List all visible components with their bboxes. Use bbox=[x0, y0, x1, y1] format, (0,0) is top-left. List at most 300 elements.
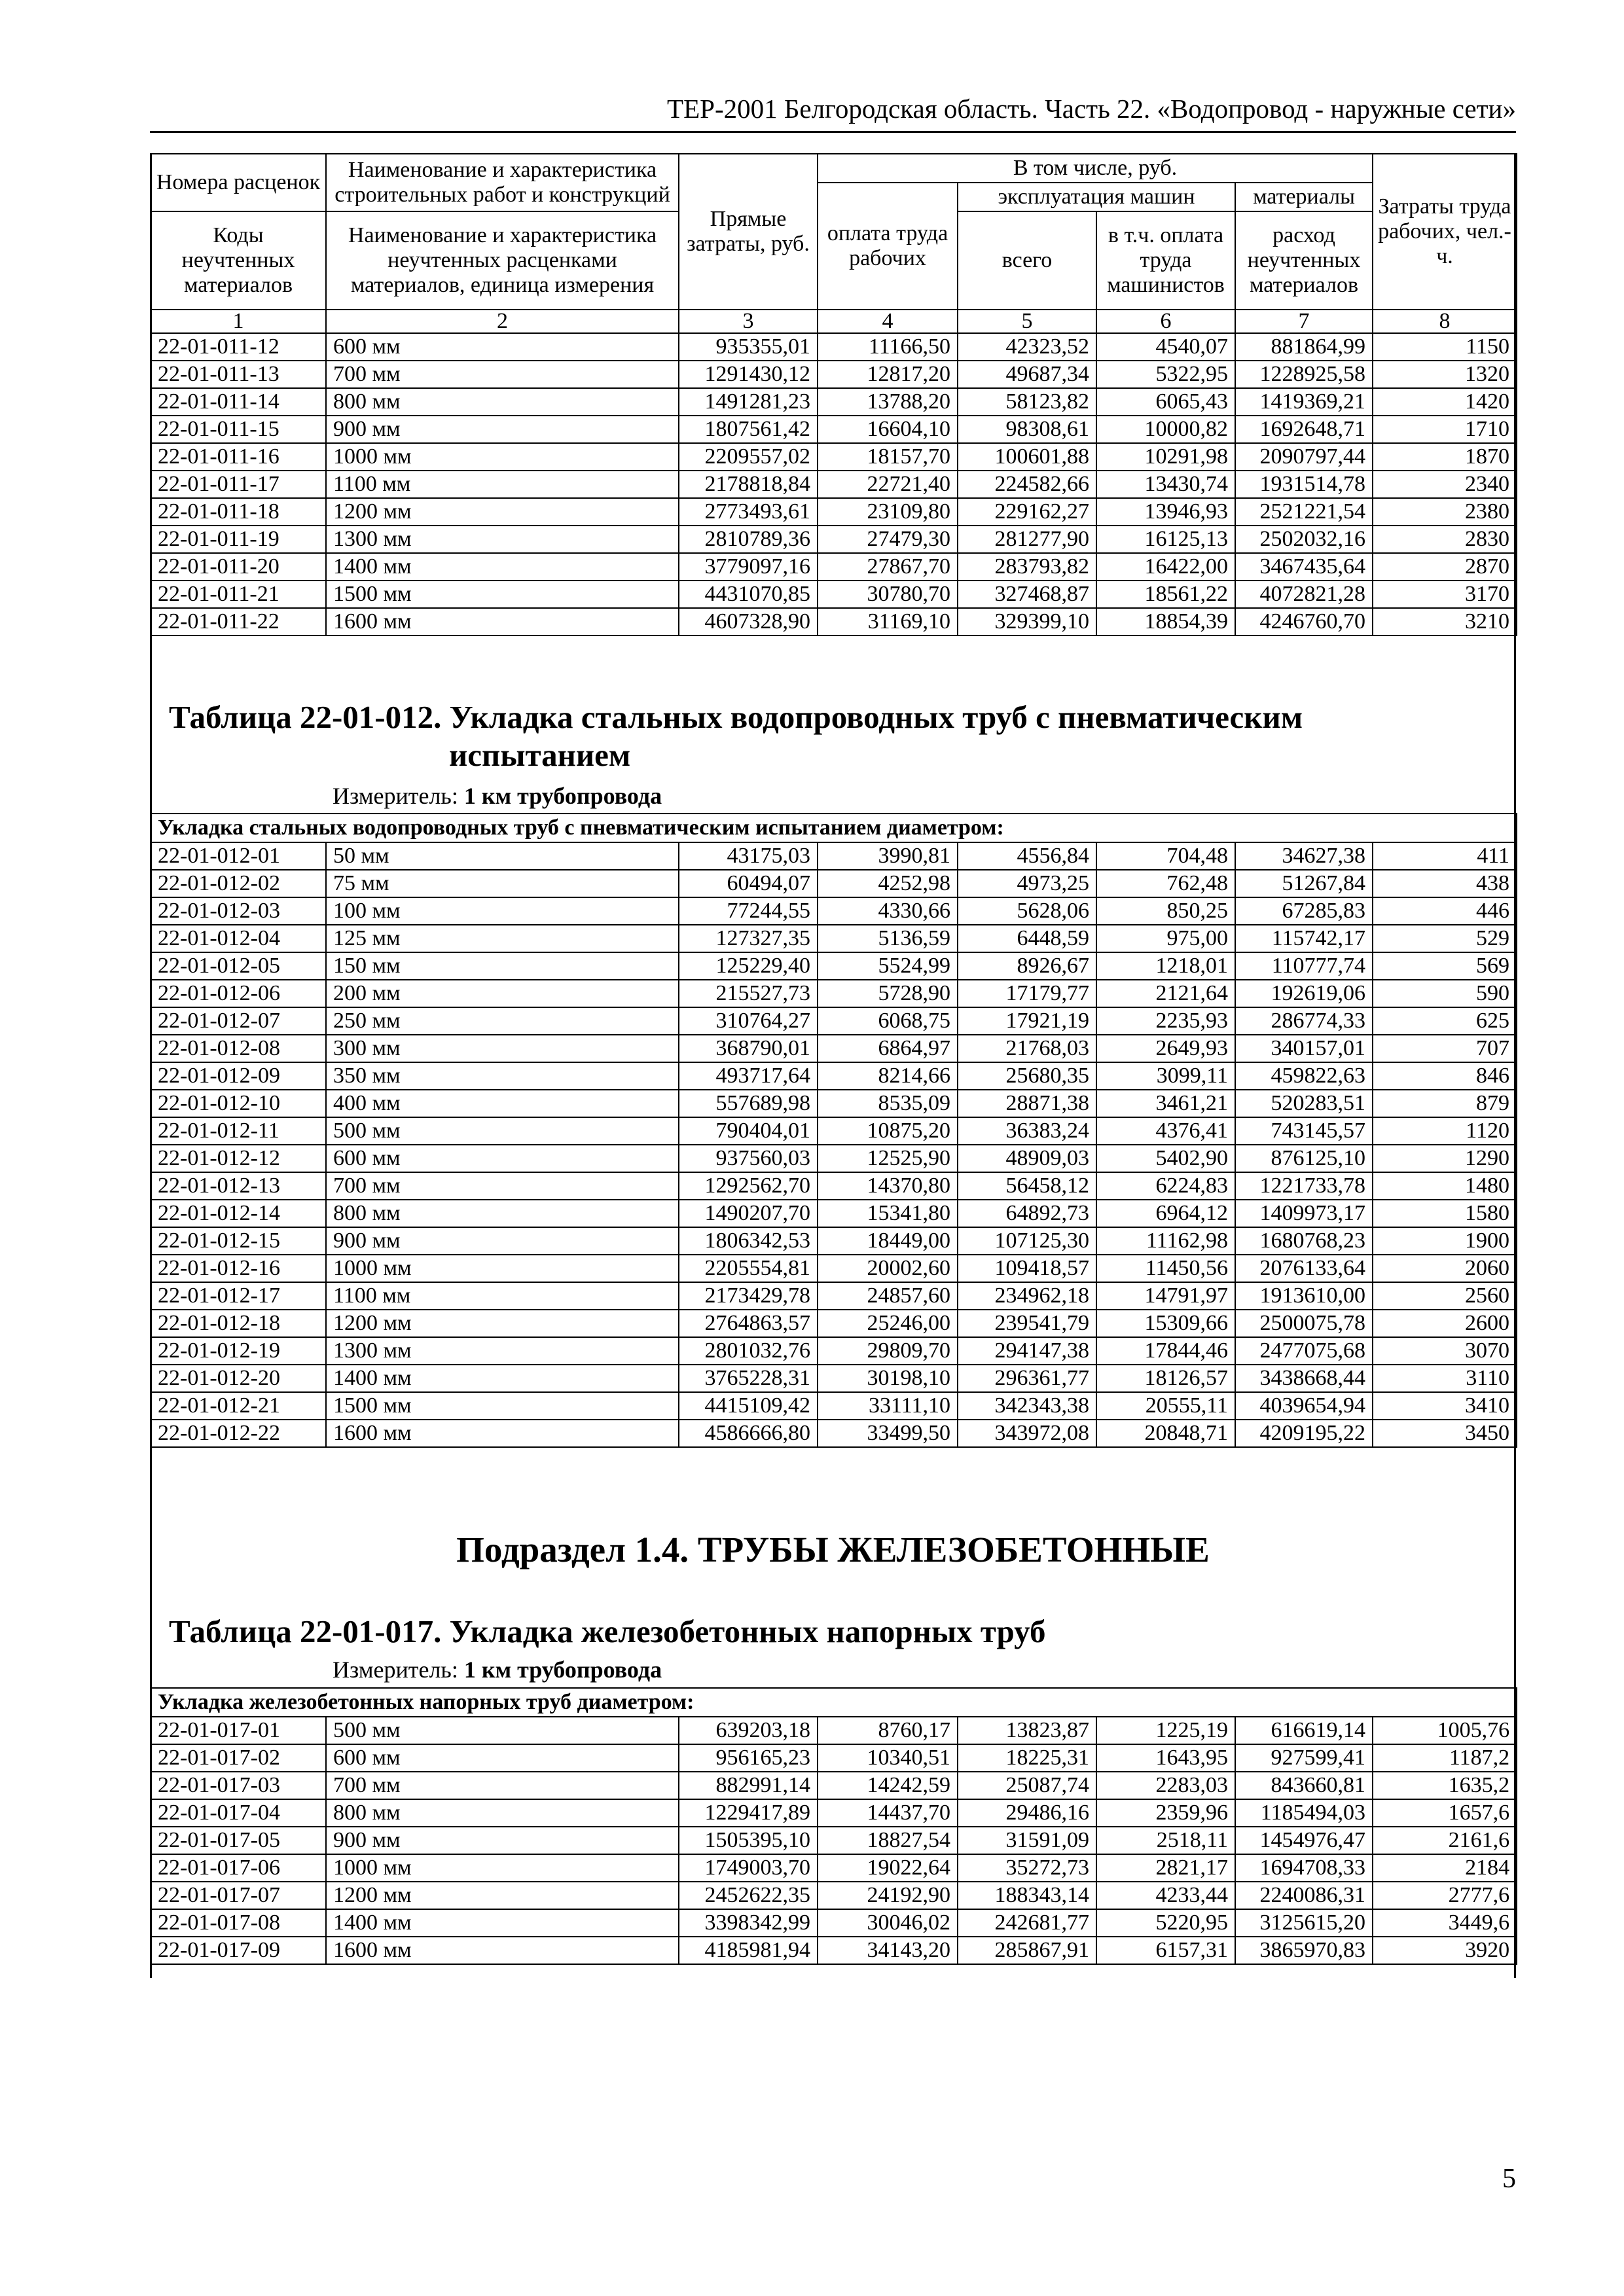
diameter-cell: 1600 мм bbox=[326, 1420, 679, 1447]
rate-code-cell: 22-01-012-19 bbox=[151, 1337, 326, 1365]
labor-hours-cell: 3110 bbox=[1373, 1365, 1517, 1392]
machines-total-cell: 329399,10 bbox=[958, 608, 1096, 636]
rate-code-cell: 22-01-017-08 bbox=[151, 1909, 326, 1937]
labor-pay-cell: 27867,70 bbox=[818, 553, 958, 581]
materials-cell: 3125615,20 bbox=[1235, 1909, 1373, 1937]
running-header: ТЕР-2001 Белгородская область. Часть 22. «Водопровод - наружные сети» bbox=[667, 94, 1516, 124]
rate-code-cell: 22-01-012-18 bbox=[151, 1310, 326, 1337]
direct-costs-cell: 1229417,89 bbox=[679, 1799, 818, 1827]
direct-costs-cell: 2452622,35 bbox=[679, 1882, 818, 1909]
rate-code-cell: 22-01-017-03 bbox=[151, 1772, 326, 1799]
machinist-pay-cell: 13430,74 bbox=[1096, 471, 1235, 498]
header-machines-total: всего bbox=[958, 211, 1096, 310]
machines-total-cell: 188343,14 bbox=[958, 1882, 1096, 1909]
machinist-pay-cell: 762,48 bbox=[1096, 870, 1235, 897]
column-number: 2 bbox=[326, 310, 679, 333]
machinist-pay-cell: 2821,17 bbox=[1096, 1854, 1235, 1882]
machinist-pay-cell: 704,48 bbox=[1096, 842, 1235, 870]
materials-cell: 1931514,78 bbox=[1235, 471, 1373, 498]
rate-code-cell: 22-01-017-05 bbox=[151, 1827, 326, 1854]
direct-costs-cell: 4431070,85 bbox=[679, 581, 818, 608]
table-row bbox=[151, 1172, 1517, 1200]
labor-pay-cell: 10875,20 bbox=[818, 1117, 958, 1145]
labor-pay-cell: 18827,54 bbox=[818, 1827, 958, 1854]
table-012-measure bbox=[333, 782, 662, 810]
labor-hours-cell: 2870 bbox=[1373, 553, 1517, 581]
rate-code-cell: 22-01-017-06 bbox=[151, 1854, 326, 1882]
materials-cell: 4039654,94 bbox=[1235, 1392, 1373, 1420]
header-materials-unaccounted: расход неучтенных материалов bbox=[1235, 211, 1373, 310]
diameter-cell: 1600 мм bbox=[326, 608, 679, 636]
materials-cell: 110777,74 bbox=[1235, 952, 1373, 980]
machinist-pay-cell: 13946,93 bbox=[1096, 498, 1235, 526]
machinist-pay-cell: 18854,39 bbox=[1096, 608, 1235, 636]
direct-costs-cell: 310764,27 bbox=[679, 1007, 818, 1035]
machinist-pay-cell: 1218,01 bbox=[1096, 952, 1235, 980]
materials-cell: 2477075,68 bbox=[1235, 1337, 1373, 1365]
direct-costs-cell: 4185981,94 bbox=[679, 1937, 818, 1964]
direct-costs-cell: 43175,03 bbox=[679, 842, 818, 870]
header-unaccounted-description: Наименование и характеристика неучтенных расценками материалов, единица измерения bbox=[326, 211, 679, 310]
rate-code-cell: 22-01-012-14 bbox=[151, 1200, 326, 1227]
table-row bbox=[151, 897, 1517, 925]
table-row bbox=[151, 1255, 1517, 1282]
machinist-pay-cell: 20555,11 bbox=[1096, 1392, 1235, 1420]
direct-costs-cell: 215527,73 bbox=[679, 980, 818, 1007]
rate-code-cell: 22-01-011-21 bbox=[151, 581, 326, 608]
table-row bbox=[151, 842, 1517, 870]
table-row bbox=[151, 1310, 1517, 1337]
materials-cell: 34627,38 bbox=[1235, 842, 1373, 870]
machines-total-cell: 17179,77 bbox=[958, 980, 1096, 1007]
rate-code-cell: 22-01-012-10 bbox=[151, 1090, 326, 1117]
labor-pay-cell: 11166,50 bbox=[818, 333, 958, 361]
direct-costs-cell: 1806342,53 bbox=[679, 1227, 818, 1255]
direct-costs-cell: 2173429,78 bbox=[679, 1282, 818, 1310]
table-row bbox=[151, 443, 1517, 471]
labor-pay-cell: 8214,66 bbox=[818, 1062, 958, 1090]
diameter-cell: 1400 мм bbox=[326, 553, 679, 581]
materials-cell: 2090797,44 bbox=[1235, 443, 1373, 471]
table-row bbox=[151, 498, 1517, 526]
machines-total-cell: 18225,31 bbox=[958, 1744, 1096, 1772]
labor-pay-cell: 6068,75 bbox=[818, 1007, 958, 1035]
diameter-cell: 500 мм bbox=[326, 1117, 679, 1145]
header-materials: материалы bbox=[1235, 183, 1373, 211]
labor-hours-cell: 529 bbox=[1373, 925, 1517, 952]
measure-label: Измеритель: bbox=[333, 783, 458, 809]
table-22-01-017 bbox=[150, 1687, 1517, 1965]
materials-cell: 51267,84 bbox=[1235, 870, 1373, 897]
rate-code-cell: 22-01-012-05 bbox=[151, 952, 326, 980]
rate-code-cell: 22-01-017-02 bbox=[151, 1744, 326, 1772]
machinist-pay-cell: 2283,03 bbox=[1096, 1772, 1235, 1799]
diameter-cell: 1200 мм bbox=[326, 1882, 679, 1909]
labor-hours-cell: 2340 bbox=[1373, 471, 1517, 498]
machines-total-cell: 109418,57 bbox=[958, 1255, 1096, 1282]
machines-total-cell: 283793,82 bbox=[958, 553, 1096, 581]
materials-cell: 1913610,00 bbox=[1235, 1282, 1373, 1310]
labor-hours-cell: 3449,6 bbox=[1373, 1909, 1517, 1937]
machines-total-cell: 224582,66 bbox=[958, 471, 1096, 498]
rate-code-cell: 22-01-017-07 bbox=[151, 1882, 326, 1909]
labor-pay-cell: 13788,20 bbox=[818, 388, 958, 416]
machines-total-cell: 21768,03 bbox=[958, 1035, 1096, 1062]
rate-code-cell: 22-01-011-19 bbox=[151, 526, 326, 553]
table-row bbox=[151, 952, 1517, 980]
table-row bbox=[151, 1117, 1517, 1145]
direct-costs-cell: 937560,03 bbox=[679, 1145, 818, 1172]
labor-hours-cell: 3210 bbox=[1373, 608, 1517, 636]
materials-cell: 2076133,64 bbox=[1235, 1255, 1373, 1282]
machines-total-cell: 29486,16 bbox=[958, 1799, 1096, 1827]
diameter-cell: 1500 мм bbox=[326, 581, 679, 608]
table-row bbox=[151, 870, 1517, 897]
table-row bbox=[151, 1799, 1517, 1827]
materials-cell: 2500075,78 bbox=[1235, 1310, 1373, 1337]
diameter-cell: 1000 мм bbox=[326, 1854, 679, 1882]
materials-cell: 1680768,23 bbox=[1235, 1227, 1373, 1255]
rate-code-cell: 22-01-012-21 bbox=[151, 1392, 326, 1420]
table-row bbox=[151, 608, 1517, 636]
table-row bbox=[151, 1827, 1517, 1854]
machines-total-cell: 281277,90 bbox=[958, 526, 1096, 553]
labor-pay-cell: 22721,40 bbox=[818, 471, 958, 498]
materials-cell: 3865970,83 bbox=[1235, 1937, 1373, 1964]
header-direct-costs: Прямые затраты, руб. bbox=[679, 154, 818, 310]
machines-total-cell: 17921,19 bbox=[958, 1007, 1096, 1035]
diameter-cell: 1400 мм bbox=[326, 1365, 679, 1392]
labor-hours-cell: 3920 bbox=[1373, 1937, 1517, 1964]
rate-code-cell: 22-01-011-17 bbox=[151, 471, 326, 498]
labor-hours-cell: 1420 bbox=[1373, 388, 1517, 416]
diameter-cell: 300 мм bbox=[326, 1035, 679, 1062]
labor-pay-cell: 6864,97 bbox=[818, 1035, 958, 1062]
rate-code-cell: 22-01-011-13 bbox=[151, 361, 326, 388]
group-heading-row bbox=[151, 814, 1517, 842]
machinist-pay-cell: 5322,95 bbox=[1096, 361, 1235, 388]
machinist-pay-cell: 2518,11 bbox=[1096, 1827, 1235, 1854]
rate-code-cell: 22-01-012-01 bbox=[151, 842, 326, 870]
rate-code-cell: 22-01-012-20 bbox=[151, 1365, 326, 1392]
machines-total-cell: 31591,09 bbox=[958, 1827, 1096, 1854]
materials-cell: 1454976,47 bbox=[1235, 1827, 1373, 1854]
rate-code-cell: 22-01-011-14 bbox=[151, 388, 326, 416]
labor-pay-cell: 24192,90 bbox=[818, 1882, 958, 1909]
diameter-cell: 800 мм bbox=[326, 388, 679, 416]
machines-total-cell: 56458,12 bbox=[958, 1172, 1096, 1200]
diameter-cell: 200 мм bbox=[326, 980, 679, 1007]
diameter-cell: 50 мм bbox=[326, 842, 679, 870]
materials-cell: 843660,81 bbox=[1235, 1772, 1373, 1799]
diameter-cell: 700 мм bbox=[326, 361, 679, 388]
direct-costs-cell: 1505395,10 bbox=[679, 1827, 818, 1854]
materials-cell: 2502032,16 bbox=[1235, 526, 1373, 553]
machines-total-cell: 242681,77 bbox=[958, 1909, 1096, 1937]
labor-pay-cell: 4252,98 bbox=[818, 870, 958, 897]
machines-total-cell: 239541,79 bbox=[958, 1310, 1096, 1337]
table-row bbox=[151, 471, 1517, 498]
labor-pay-cell: 30046,02 bbox=[818, 1909, 958, 1937]
labor-pay-cell: 19022,64 bbox=[818, 1854, 958, 1882]
materials-cell: 616619,14 bbox=[1235, 1717, 1373, 1744]
direct-costs-cell: 1807561,42 bbox=[679, 416, 818, 443]
labor-pay-cell: 12525,90 bbox=[818, 1145, 958, 1172]
diameter-cell: 75 мм bbox=[326, 870, 679, 897]
table-012-title bbox=[169, 698, 1303, 774]
table-header bbox=[151, 154, 1517, 333]
diameter-cell: 500 мм bbox=[326, 1717, 679, 1744]
labor-pay-cell: 33499,50 bbox=[818, 1420, 958, 1447]
group-heading: Укладка стальных водопроводных труб с пневматическим испытанием диаметром: bbox=[151, 814, 1517, 842]
page-number: 5 bbox=[1502, 2164, 1516, 2194]
direct-costs-cell: 557689,98 bbox=[679, 1090, 818, 1117]
machinist-pay-cell: 6964,12 bbox=[1096, 1200, 1235, 1227]
column-number: 4 bbox=[818, 310, 958, 333]
labor-pay-cell: 29809,70 bbox=[818, 1337, 958, 1365]
direct-costs-cell: 125229,40 bbox=[679, 952, 818, 980]
column-number: 8 bbox=[1373, 310, 1517, 333]
diameter-cell: 1200 мм bbox=[326, 498, 679, 526]
diameter-cell: 150 мм bbox=[326, 952, 679, 980]
table-017-measure bbox=[333, 1656, 662, 1683]
column-numbers-row bbox=[151, 310, 1517, 333]
machines-total-cell: 98308,61 bbox=[958, 416, 1096, 443]
rate-code-cell: 22-01-012-12 bbox=[151, 1145, 326, 1172]
materials-cell: 1694708,33 bbox=[1235, 1854, 1373, 1882]
materials-cell: 1221733,78 bbox=[1235, 1172, 1373, 1200]
direct-costs-cell: 60494,07 bbox=[679, 870, 818, 897]
header-unaccounted-codes: Коды неучтенных материалов bbox=[151, 211, 326, 310]
labor-hours-cell: 438 bbox=[1373, 870, 1517, 897]
labor-hours-cell: 2830 bbox=[1373, 526, 1517, 553]
direct-costs-cell: 1291430,12 bbox=[679, 361, 818, 388]
table-row bbox=[151, 1337, 1517, 1365]
labor-hours-cell: 411 bbox=[1373, 842, 1517, 870]
direct-costs-cell: 790404,01 bbox=[679, 1117, 818, 1145]
machines-total-cell: 42323,52 bbox=[958, 333, 1096, 361]
labor-hours-cell: 446 bbox=[1373, 897, 1517, 925]
labor-pay-cell: 24857,60 bbox=[818, 1282, 958, 1310]
rate-code-cell: 22-01-012-07 bbox=[151, 1007, 326, 1035]
labor-hours-cell: 3170 bbox=[1373, 581, 1517, 608]
machinist-pay-cell: 6157,31 bbox=[1096, 1937, 1235, 1964]
header-labor-pay: оплата труда рабочих bbox=[818, 183, 958, 310]
header-machinist-pay: в т.ч. оплата труда машинистов bbox=[1096, 211, 1235, 310]
labor-pay-cell: 34143,20 bbox=[818, 1937, 958, 1964]
table-row bbox=[151, 1772, 1517, 1799]
machines-total-cell: 25680,35 bbox=[958, 1062, 1096, 1090]
materials-cell: 4072821,28 bbox=[1235, 581, 1373, 608]
machinist-pay-cell: 16422,00 bbox=[1096, 553, 1235, 581]
machines-total-cell: 234962,18 bbox=[958, 1282, 1096, 1310]
machines-total-cell: 327468,87 bbox=[958, 581, 1096, 608]
header-work-description: Наименование и характеристика строительных работ и конструкций bbox=[326, 154, 679, 211]
table-017-title bbox=[169, 1613, 1046, 1651]
table-012-title-line2: испытанием bbox=[449, 737, 631, 773]
diameter-cell: 700 мм bbox=[326, 1172, 679, 1200]
column-number: 3 bbox=[679, 310, 818, 333]
diameter-cell: 800 мм bbox=[326, 1200, 679, 1227]
machinist-pay-cell: 2649,93 bbox=[1096, 1035, 1235, 1062]
machines-total-cell: 4973,25 bbox=[958, 870, 1096, 897]
direct-costs-cell: 2764863,57 bbox=[679, 1310, 818, 1337]
rate-code-cell: 22-01-017-04 bbox=[151, 1799, 326, 1827]
labor-hours-cell: 1480 bbox=[1373, 1172, 1517, 1200]
diameter-cell: 350 мм bbox=[326, 1062, 679, 1090]
machinist-pay-cell: 20848,71 bbox=[1096, 1420, 1235, 1447]
materials-cell: 1419369,21 bbox=[1235, 388, 1373, 416]
labor-pay-cell: 18449,00 bbox=[818, 1227, 958, 1255]
table-row bbox=[151, 1909, 1517, 1937]
labor-hours-cell: 3410 bbox=[1373, 1392, 1517, 1420]
labor-hours-cell: 1187,2 bbox=[1373, 1744, 1517, 1772]
materials-cell: 2521221,54 bbox=[1235, 498, 1373, 526]
column-number: 7 bbox=[1235, 310, 1373, 333]
rate-code-cell: 22-01-012-04 bbox=[151, 925, 326, 952]
labor-hours-cell: 3070 bbox=[1373, 1337, 1517, 1365]
materials-cell: 520283,51 bbox=[1235, 1090, 1373, 1117]
materials-cell: 286774,33 bbox=[1235, 1007, 1373, 1035]
materials-cell: 4209195,22 bbox=[1235, 1420, 1373, 1447]
table-row bbox=[151, 1145, 1517, 1172]
diameter-cell: 600 мм bbox=[326, 1145, 679, 1172]
labor-hours-cell: 846 bbox=[1373, 1062, 1517, 1090]
labor-pay-cell: 5728,90 bbox=[818, 980, 958, 1007]
rate-code-cell: 22-01-012-22 bbox=[151, 1420, 326, 1447]
machinist-pay-cell: 850,25 bbox=[1096, 897, 1235, 925]
materials-cell: 1185494,03 bbox=[1235, 1799, 1373, 1827]
machinist-pay-cell: 4233,44 bbox=[1096, 1882, 1235, 1909]
machines-total-cell: 64892,73 bbox=[958, 1200, 1096, 1227]
rate-code-cell: 22-01-012-08 bbox=[151, 1035, 326, 1062]
table-row bbox=[151, 1420, 1517, 1447]
diameter-cell: 800 мм bbox=[326, 1799, 679, 1827]
group-heading: Укладка железобетонных напорных труб диаметром: bbox=[151, 1688, 1517, 1717]
labor-pay-cell: 33111,10 bbox=[818, 1392, 958, 1420]
direct-costs-cell: 2209557,02 bbox=[679, 443, 818, 471]
machines-total-cell: 28871,38 bbox=[958, 1090, 1096, 1117]
rate-code-cell: 22-01-011-18 bbox=[151, 498, 326, 526]
materials-cell: 876125,10 bbox=[1235, 1145, 1373, 1172]
table-row bbox=[151, 1062, 1517, 1090]
rate-code-cell: 22-01-012-13 bbox=[151, 1172, 326, 1200]
table-row bbox=[151, 1744, 1517, 1772]
labor-pay-cell: 31169,10 bbox=[818, 608, 958, 636]
diameter-cell: 700 мм bbox=[326, 1772, 679, 1799]
machines-total-cell: 25087,74 bbox=[958, 1772, 1096, 1799]
direct-costs-cell: 1292562,70 bbox=[679, 1172, 818, 1200]
labor-pay-cell: 30198,10 bbox=[818, 1365, 958, 1392]
diameter-cell: 1000 мм bbox=[326, 1255, 679, 1282]
table-row bbox=[151, 553, 1517, 581]
direct-costs-cell: 4607328,90 bbox=[679, 608, 818, 636]
labor-pay-cell: 12817,20 bbox=[818, 361, 958, 388]
diameter-cell: 400 мм bbox=[326, 1090, 679, 1117]
rate-code-cell: 22-01-017-01 bbox=[151, 1717, 326, 1744]
measure-value: 1 км трубопровода bbox=[463, 1657, 662, 1683]
rate-code-cell: 22-01-011-20 bbox=[151, 553, 326, 581]
direct-costs-cell: 2801032,76 bbox=[679, 1337, 818, 1365]
materials-cell: 927599,41 bbox=[1235, 1744, 1373, 1772]
labor-pay-cell: 10340,51 bbox=[818, 1744, 958, 1772]
rate-code-cell: 22-01-012-03 bbox=[151, 897, 326, 925]
table-row bbox=[151, 416, 1517, 443]
diameter-cell: 100 мм bbox=[326, 897, 679, 925]
direct-costs-cell: 639203,18 bbox=[679, 1717, 818, 1744]
header-including: В том числе, руб. bbox=[818, 154, 1373, 183]
labor-hours-cell: 707 bbox=[1373, 1035, 1517, 1062]
labor-pay-cell: 16604,10 bbox=[818, 416, 958, 443]
labor-hours-cell: 1320 bbox=[1373, 361, 1517, 388]
machines-total-cell: 6448,59 bbox=[958, 925, 1096, 952]
machinist-pay-cell: 2235,93 bbox=[1096, 1007, 1235, 1035]
table-012-title-line1: Таблица 22-01-012. Укладка стальных водопроводных труб с пневматическим bbox=[169, 699, 1303, 735]
machines-total-cell: 294147,38 bbox=[958, 1337, 1096, 1365]
rate-code-cell: 22-01-017-09 bbox=[151, 1937, 326, 1964]
machinist-pay-cell: 16125,13 bbox=[1096, 526, 1235, 553]
header-labor-cost: Затраты труда рабочих, чел.-ч. bbox=[1373, 154, 1517, 310]
diameter-cell: 600 мм bbox=[326, 1744, 679, 1772]
table-row bbox=[151, 1365, 1517, 1392]
machinist-pay-cell: 15309,66 bbox=[1096, 1310, 1235, 1337]
table-22-01-011 bbox=[150, 153, 1517, 636]
labor-hours-cell: 2060 bbox=[1373, 1255, 1517, 1282]
rate-code-cell: 22-01-011-15 bbox=[151, 416, 326, 443]
column-number: 5 bbox=[958, 310, 1096, 333]
direct-costs-cell: 493717,64 bbox=[679, 1062, 818, 1090]
column-number: 6 bbox=[1096, 310, 1235, 333]
machinist-pay-cell: 18126,57 bbox=[1096, 1365, 1235, 1392]
machines-total-cell: 35272,73 bbox=[958, 1854, 1096, 1882]
diameter-cell: 1100 мм bbox=[326, 1282, 679, 1310]
machinist-pay-cell: 4376,41 bbox=[1096, 1117, 1235, 1145]
machinist-pay-cell: 17844,46 bbox=[1096, 1337, 1235, 1365]
labor-pay-cell: 30780,70 bbox=[818, 581, 958, 608]
labor-hours-cell: 1580 bbox=[1373, 1200, 1517, 1227]
direct-costs-cell: 882991,14 bbox=[679, 1772, 818, 1799]
labor-pay-cell: 20002,60 bbox=[818, 1255, 958, 1282]
materials-cell: 67285,83 bbox=[1235, 897, 1373, 925]
labor-pay-cell: 3990,81 bbox=[818, 842, 958, 870]
header-rule bbox=[150, 131, 1516, 133]
labor-hours-cell: 2777,6 bbox=[1373, 1882, 1517, 1909]
rate-code-cell: 22-01-012-09 bbox=[151, 1062, 326, 1090]
table-row bbox=[151, 388, 1517, 416]
labor-hours-cell: 569 bbox=[1373, 952, 1517, 980]
direct-costs-cell: 127327,35 bbox=[679, 925, 818, 952]
labor-pay-cell: 15341,80 bbox=[818, 1200, 958, 1227]
labor-hours-cell: 1900 bbox=[1373, 1227, 1517, 1255]
materials-cell: 192619,06 bbox=[1235, 980, 1373, 1007]
labor-hours-cell: 3450 bbox=[1373, 1420, 1517, 1447]
direct-costs-cell: 2178818,84 bbox=[679, 471, 818, 498]
labor-pay-cell: 27479,30 bbox=[818, 526, 958, 553]
table-row bbox=[151, 1007, 1517, 1035]
table-row bbox=[151, 333, 1517, 361]
rate-code-cell: 22-01-012-15 bbox=[151, 1227, 326, 1255]
diameter-cell: 1000 мм bbox=[326, 443, 679, 471]
labor-hours-cell: 1870 bbox=[1373, 443, 1517, 471]
labor-hours-cell: 2560 bbox=[1373, 1282, 1517, 1310]
labor-pay-cell: 5136,59 bbox=[818, 925, 958, 952]
machinist-pay-cell: 4540,07 bbox=[1096, 333, 1235, 361]
rate-code-cell: 22-01-012-16 bbox=[151, 1255, 326, 1282]
labor-pay-cell: 8535,09 bbox=[818, 1090, 958, 1117]
measure-label: Измеритель: bbox=[333, 1657, 458, 1683]
labor-hours-cell: 1635,2 bbox=[1373, 1772, 1517, 1799]
materials-cell: 459822,63 bbox=[1235, 1062, 1373, 1090]
